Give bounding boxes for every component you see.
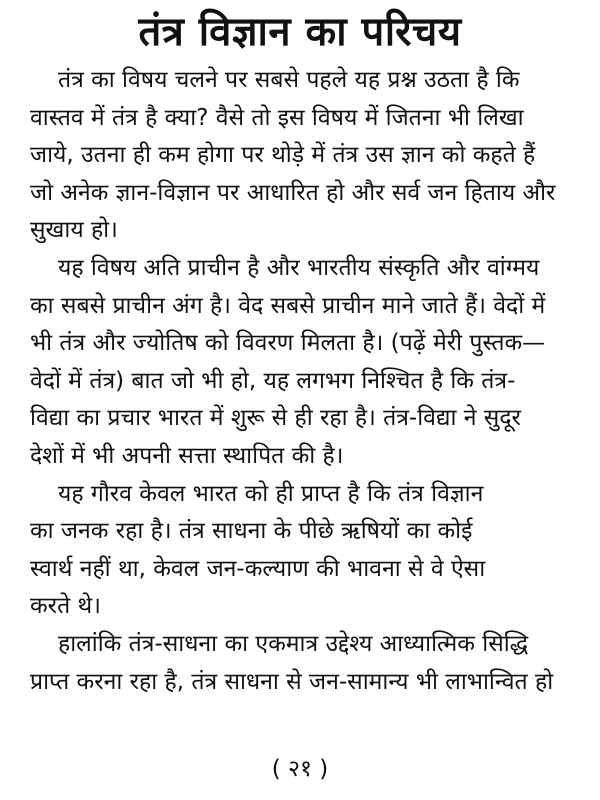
- text-line: यह गौरव केवल भारत को ही प्राप्त है कि तंत्र विज्ञान: [58, 480, 484, 507]
- text-line: जो अनेक ज्ञान-विज्ञान पर आधारित हो और सर्व जन हिताय और: [30, 179, 556, 206]
- page-title: तंत्र विज्ञान का परिचय: [138, 9, 462, 55]
- text-line: वेदों में तंत्र) बात जो भी हो, यह लगभग निश्चित है कि तंत्र-: [30, 367, 516, 394]
- text-line: का जनक रहा है। तंत्र साधना के पीछे ऋषियों का कोई: [30, 518, 473, 545]
- text-line: सुखाय हो।: [30, 217, 118, 244]
- text-line: यह विषय अति प्राचीन है और भारतीय संस्कृति और वांग्मय: [58, 254, 540, 281]
- text-line: प्राप्त करना रहा है, तंत्र साधना से जन-सामान्य भी लाभान्वित हो: [30, 668, 554, 695]
- page-number: ( २१ ): [271, 756, 329, 782]
- text-line: स्वार्थ नहीं था, केवल जन-कल्याण की भावना से वे ऐसा: [30, 555, 486, 582]
- text-line: तंत्र का विषय चलने पर सबसे पहले यह प्रश्न उठता है कि: [58, 67, 520, 93]
- text-line: भी तंत्र और ज्योतिष को विवरण मिलता है। (पढ़ें मेरी पुस्तक—: [30, 330, 546, 357]
- text-line: विद्या का प्रचार भारत में शुरू से ही रहा है। तंत्र-विद्या ने सुदूर: [30, 405, 521, 432]
- text-line: वास्तव में तंत्र है क्या? वैसे तो इस विषय में जितना भी लिखा: [30, 104, 524, 131]
- text-line: देशों में भी अपनी सत्ता स्थापित की है।: [30, 442, 344, 469]
- text-line: जाये, उतना ही कम होगा पर थोड़े में तंत्र उस ज्ञान को कहते हैं: [30, 142, 536, 169]
- text-line: करते थे।: [30, 593, 101, 620]
- text-line: हालांकि तंत्र-साधना का एकमात्र उद्देश्य आध्यात्मिक सिद्धि: [58, 630, 529, 657]
- body-text: [30, 62, 596, 701]
- text-line: का सबसे प्राचीन अंग है। वेद सबसे प्राचीन माने जाते हैं। वेदों में: [30, 292, 546, 319]
